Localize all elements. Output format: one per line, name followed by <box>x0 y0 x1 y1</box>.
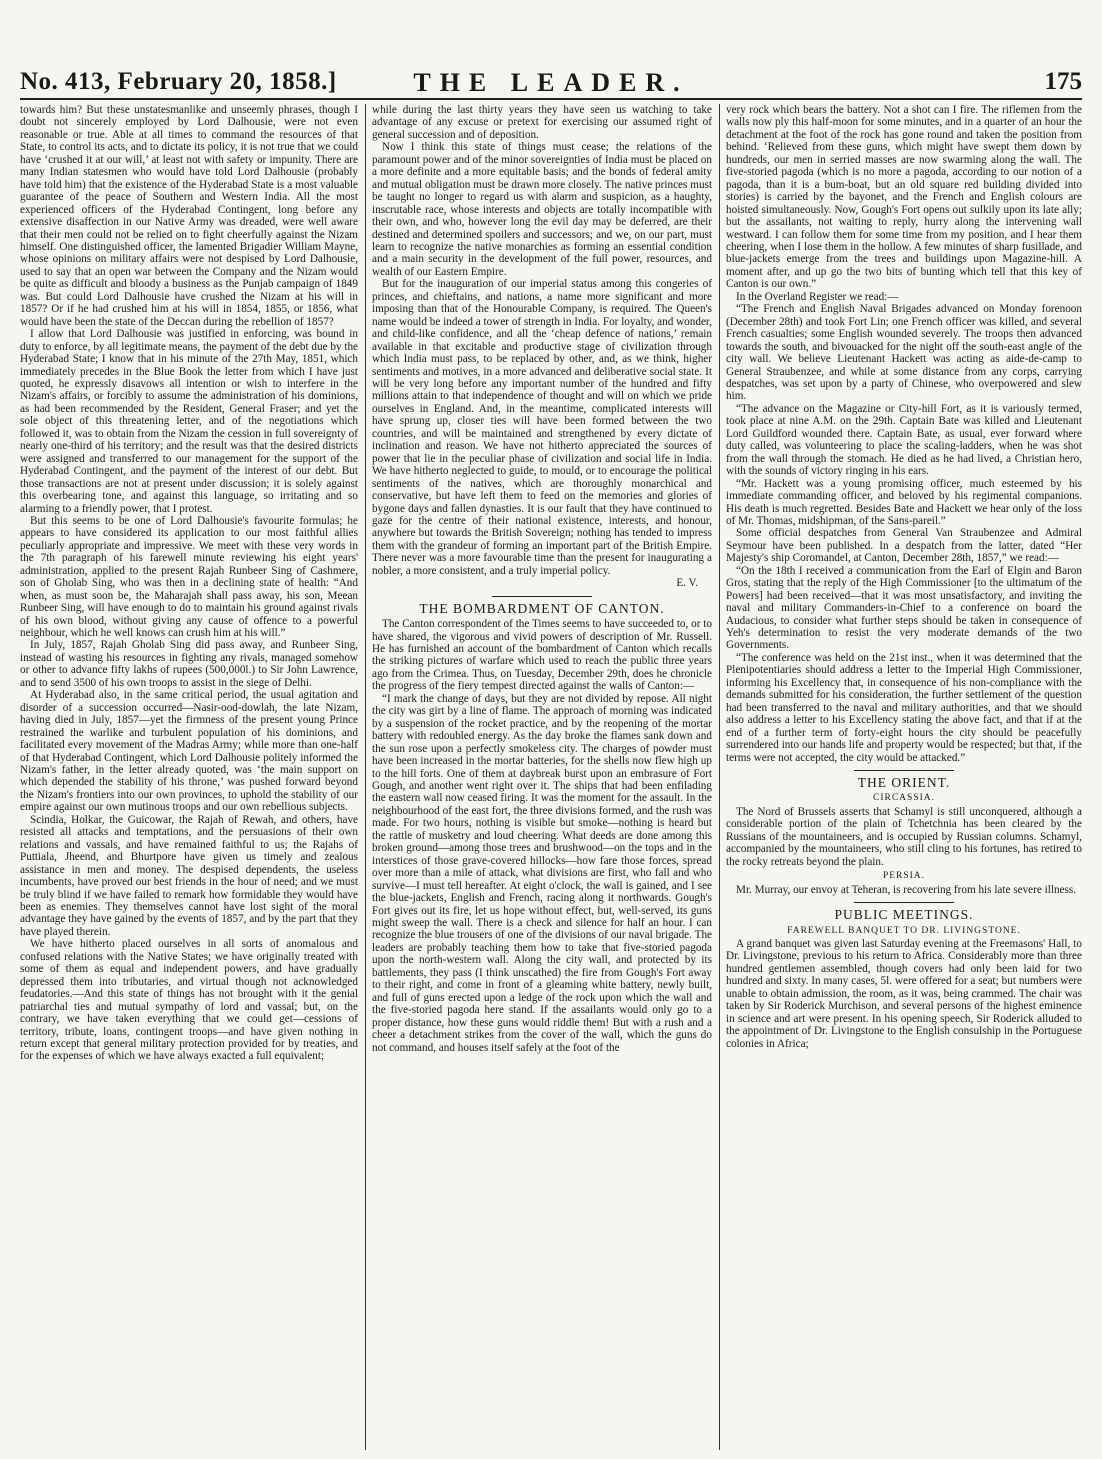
newspaper-title: THE LEADER. <box>413 68 689 97</box>
paragraph: while during the last thirty years they have seen us watching to take advantage of any excuse or pretext for exercising our assumed right of general succession and of deposition. <box>372 104 712 141</box>
section-divider <box>492 596 592 597</box>
column-2 <box>372 104 712 1450</box>
paragraph: Mr. Murray, our envoy at Teheran, is recovering from his late severe illness. <box>736 883 1077 896</box>
paragraph: A grand banquet was given last Saturday evening at the Freemasons' Hall, to Dr. Livingstone, previous to his return to Africa. Considerably more than three hundred gentlemen assembled, though covers had only been laid for two hundred and sixty. In many cases, 5l. were offered for a seat; but numbers were unable to obtain admission, the room, as it was, being crammed. The chair was taken by Sir Roderick Murchison, and several persons of the highest eminence in science and art were present. In his opening speech, Sir Roderick alluded to the appointment of Dr. Livingstone to the English consulship in the Portuguese colonies in Africa; <box>726 938 1082 1050</box>
paragraph: We have hitherto placed ourselves in all sorts of anomalous and confused relations with the Native States; we have originally treated with some of them as equal and independent powers, and have gradually depressed them into tributaries, and virtual though not acknowledged feudatories.—And this state of things has not brought with it the genial patriarchal ties and mutual sympathy of lord and vassal; but, on the contrary, we have taken everything that we could get—cessions of territory, tribute, loans, contingent troops—and have given nothing in return except that general military protection provided for by treaties, and for the expenses of which we have always exacted a full equivalent; <box>20 938 358 1063</box>
section-heading-public-meetings: PUBLIC MEETINGS. <box>834 907 974 923</box>
paragraph: But this seems to be one of Lord Dalhousie's favourite formulas; he appears to have considered its application to our most faithful allies peculiarly appropriate and impressive. We meet with these very words in the 7th paragraph of his farewell minute reviewing his eight years' administration, applied to the present Rajah Runbeer Sing of Cashmere, son of Gholab Sing, who was then in a declining state of health: “And when, as must soon be, the Maharajah shall pass away, his son, Meean Runbeer Sing, will have enough to do to maintain his ground against rivals of his own blood, without giving any cause of offence to a powerful neighbour, which he well knows can crush him at his will.” <box>20 514 358 640</box>
column-divider-1 <box>365 104 366 1450</box>
issue-number-date: No. 413, February 20, 1858.] <box>20 68 337 95</box>
quoted-paragraph: “The French and English Naval Brigades advanced on Monday forenoon (December 28th) and took Fort Lin; one French officer was killed, and several French casualties; some English wounded severely. The troops then advanced towards the south, and bivouacked for the night off the south-east angle of the city wall. We believe Lieutenant Hackett was acting as aide-de-camp to General Straubenzee, and while at some distance from any corps, carrying despatches, was set upon by a party of Chinese, who overpowered and slew him. <box>726 303 1082 403</box>
quoted-paragraph: “On the 18th I received a communication from the Earl of Elgin and Baron Gros, stating that the reply of the High Commissioner [to the ultimatum of the Powers] had been received—that it was most unsatisfactory, and inviting the naval and military Commanders-in-Chief to a conference on board the Audacious, to consider what further steps should be taken in consequence of Yeh's determination to resist the very moderate demands of the two Governments. <box>726 564 1082 652</box>
section-heading-orient: THE ORIENT. <box>857 775 951 791</box>
section-divider <box>854 770 954 771</box>
paragraph: towards him? But these unstatesmanlike and unseemly phrases, though I doubt not sincerely employed by Lord Dalhousie, were not even reasonable or true. Able at all times to command the resources of that State, to control its acts, and to dictate its policy, it is not true that we could have ‘crushed it at our will,’ at least not with safety or impunity. There are many Indian statesmen who would have told Lord Dalhousie (probably have told him) that the existence of the Hyderabad State is a most valuable guarantee of the peace of Southern and Western India. All the most experienced officers of the Hyderabad Contingent, long before any extensive disaffection in our Native Army was dreaded, were well aware that their men could not be relied on to fight cheerfully against the Nizam himself. One distinguished officer, the lamented Brigadier William Mayne, whose opinions on military affairs were not despised by Lord Dalhousie, used to say that an open war between the Company and the Nizam would be quite as difficult and bloody a business as the Punjab campaign of 1849 was. But could Lord Dalhousie have crushed the Nizam at his will in 1857? Or if he had crushed him at his will in 1854, 1855, or 1856, what would have been the state of the Deccan during the rebellion of 1857? <box>20 104 358 328</box>
column-divider-2 <box>719 104 720 1450</box>
paragraph: Now I think this state of things must cease; the relations of the paramount power and of the minor sovereignties of India must be placed on a more definite and a more equitable basis; and the bonds of federal amity and mutual obligation must be drawn more closely. The native princes must be taught no longer to regard us with alarm and suspicion, as a haughty, inscrutable race, whose interests and objects are totally incompatible with their own, and who, however long the evil day may be deferred, are their destined and determined spoilers and successors; and we, on our part, must learn to recognize the native monarchies as forming an essential condition and a main security in the development of the full power, resources, and wealth of our Eastern Empire. <box>372 141 712 278</box>
sub-heading-circassia: CIRCASSIA. <box>873 793 935 804</box>
paragraph: At Hyderabad also, in the same critical period, the usual agitation and disorder of a succession occurred—Nasir-ood-dowlah, the late Nizam, having died in July, 1857—yet the firmness of the present young Prince restrained the warlike and turbulent population of his dominions, and facilitated every movement of the Madras Army; while more than one-half of that Hyderabad Contingent, which Lord Dalhousie politely informed the Nizam's father, in the letter already quoted, was ‘the main support on which depended the stability of his throne,’ was pushed forward beyond the Nizam's frontiers into our own provinces, to uphold the stability of our empire against our own mutinous troops and our own rebellious subjects. <box>20 689 358 814</box>
page-number: 175 <box>1044 68 1082 95</box>
quoted-paragraph: “The advance on the Magazine or City-hill Fort, as it is variously termed, took place at nine A.M. on the 29th. Captain Bate was killed and Lieutenant Lord Guildford wounded there. Captain Bate, as usual, ever forward where duty called, was volunteering to place the scaling-ladders, when he was shot from the wall through the stomach. He died as he had lived, a Christian hero, with the sounds of victory ringing in his ears. <box>726 402 1082 478</box>
masthead <box>20 68 1082 98</box>
paragraph: The Canton correspondent of the Times seems to have succeeded to, or to have shared, the vigorous and vivid powers of description of Mr. Russell. He has furnished an account of the bombardment of Canton which recalls the striking pictures of warfare which used to reach the public three years ago from the Crimea. Thus, on Tuesday, December 29th, does he chronicle the progress of the fiery tempest directed against the walls of Canton:— <box>372 618 712 693</box>
section-divider <box>854 902 954 903</box>
paragraph: The Nord of Brussels asserts that Schamyl is still unconquered, although a considerable portion of the plain of Tchetchnia has been cleared by the Russians of the mountaineers, and is occupied by Russian columns. Schamyl, accompanied by the mountaineers, who still cling to his fortunes, has retired to the rocky retreats beyond the plain. <box>726 805 1082 868</box>
sub-heading-persia: PERSIA. <box>882 871 926 882</box>
column-3 <box>726 104 1082 1450</box>
quoted-paragraph: “I mark the change of days, but they are not divided by repose. All night the city was girt by a line of flame. The approach of morning was indicated by a suspension of the rocket practice, and by the reopening of the mortar battery with redoubled energy. As the day broke the flames sank down and the sun rose upon a perfectly smokeless city. The charges of powder must have been increased in the mortar batteries, for the shells now flew high up to the hill forts. One of them at daybreak burst upon an embrasure of Fort Gough, and another went right over it. The ships that had been enfilading the eastern wall now ceased firing. It was the moment for the assault. In the neighbourhood of the east fort, the three divisions formed, and the rush was made. For two hours, nothing is visible but smoke—nothing is heard but the rattle of musketry and loud cheering. What deeds are done among this broken ground—among those trees and brushwood—on the tops and in the interstices of those grave-covered hillocks—how fare those forces, spread over more than a mile of attack, what divisions are first, who fall and who survive—I must tell hereafter. At eight o'clock, the wall is gained, and I see the blue-jackets, English and French, racing along it northwards. Gough's Fort gives out its fire, let us hope without effect, but, well-served, its guns might sweep the wall. There is a check and silence for half an hour. I can recognize the blue trousers of one of the divisions of our naval brigade. The leaders are probably teaching them how to take that five-storied pagoda upon the north-western wall. Along the city wall, and protected by its battlements, they pass (I think unscathed) the fire from Gough's Fort away to their right, and come in front of a gleaming white battery, newly built, and full of guns erected upon a ledge of the rock upon which the wall and the five-storied pagoda here stand. If the assailants would only go to a proper distance, how these guns would riddle them! But with a rush and a cheer a detachment strikes from the cover of the wall, which the guns do not command, and houses itself safely at the foot of the <box>372 692 712 1054</box>
paragraph: very rock which bears the battery. Not a shot can I fire. The riflemen from the walls now ply this half-moon for some minutes, and in a quarter of an hour the detachment at the foot of the rock has gone round and taken the position from behind. ‘Relieved from these guns, which might have swept them down by hundreds, our men in serried masses are now swarming along the wall. The five-storied pagoda (which is no more a pagoda, according to our notion of a pagoda, than it is a bum-boat, but an old square red building divided into stories) is carried by the bayonet, and the French and English colours are hoisted simultaneously. Now, Gough's Fort opens out sulkily upon its late ally; but the assailants, not waiting to reply, hurry along the intervening wall westward. I can follow them for some time from my position, and I hear them cheering, when I lose them in the hollow. A few minutes of sharp fusillade, and blue-jackets emerge from the trees and buildings upon Magazine-hill. A moment after, and up go the two bits of bunting which tell that this key of Canton is our own.” <box>726 104 1082 291</box>
header-rule <box>20 98 1082 100</box>
paragraph: Some official despatches from General Van Straubenzee and Admiral Seymour have been published. In a despatch from the latter, dated “Her Majesty's ship Coromandel, at Canton, December 28th, 1857,” we read:— <box>726 527 1082 565</box>
sub-heading-banquet: FAREWELL BANQUET TO DR. LIVINGSTONE. <box>787 925 1021 936</box>
paragraph: But for the inauguration of our imperial status among this congeries of princes, and chieftains, and nations, a name more significant and more imposing than that of the Honourable Company, is required. The Queen's name would be indeed a tower of strength in India. For loyalty, and wonder, and child-like confidence, and all the ‘cheap defence of nations,’ remain available in that excitable and productive stage of civilization through which India must pass, to be replaced by other, and, as we think, higher sentiments and motives, in a more advanced and deliberative social state. It will be very long before any important number of the hundred and fifty millions attain to that independence of thought and will on which we pride ourselves in England. And, in the meantime, complicated interests will have sprung up, closer ties will have been formed between the two countries, and will be maintained and strengthened by every dictate of inclination and reason. We have not hitherto appreciated the sources of power that lie in the peculiar phase of civilization and social life in India. We have hitherto neglected to guide, to mould, or to encourage the political sentiments of the natives, which are thoroughly monarchical and conservative, but have left them to feed on the memories and glories of bygone days and fallen dynasties. It is our fault that they have continued to gaze for the centre of their national existence, interests, and honour, anywhere but towards the British Sovereign; nothing has tended to impress them with the grandeur of forming an important part of the British Empire. There never was a more favourable time than the present for inaugurating a nobler, a more consistent, and a truly imperial policy. <box>372 278 712 577</box>
quoted-paragraph: “The conference was held on the 21st inst., when it was determined that the Plenipotentiaries should address a letter to the Imperial High Commissioner, informing his Excellency that, in consequence of his non-compliance with the demands submitted for his consideration, the further settlement of the question had been transferred to the naval and military authorities, and that we should also address a letter to his Excellency stating the above fact, and that if at the end of a further term of forty-eight hours the city should be peacefully surrendered into our hands life and property would be respected; but that, if the terms were not accepted, the city would be attacked.” <box>726 651 1082 764</box>
author-signature: E. V. <box>676 577 698 590</box>
paragraph: In the Overland Register we read:— <box>736 290 899 303</box>
section-heading-bombardment: THE BOMBARDMENT OF CANTON. <box>419 600 665 616</box>
column-1 <box>20 104 358 1450</box>
quoted-paragraph: “Mr. Hackett was a young promising officer, much esteemed by his immediate commanding officer, and beloved by his regimental companions. His death is much regretted. Besides Bate and Hackett we hear only of the loss of Mr. Thomas, midshipman, of the Sans-pareil.” <box>726 477 1082 527</box>
paragraph: Scindia, Holkar, the Guicowar, the Rajah of Rewah, and others, have resisted all attacks and temptations, and the persuasions of their own relations and vassals, and have remained faithful to us; the Rajahs of Puttiala, Jheend, and Bhurtpore have given us timely and zealous assistance in men and money. The despised dependents, the useless incumbents, have proved our best friends in the hour of need; and we must be truly blind if we have failed to remark how formidable they would have been as enemies. They themselves cannot have lost sight of the moral advantage they have gained by the events of 1857, and by the part that they have played therein. <box>20 813 358 938</box>
paragraph: In July, 1857, Rajah Gholab Sing did pass away, and Runbeer Sing, instead of wasting his resources in fighting any rivals, managed somehow or other to advance fifty lakhs of rupees (500,000l.) to Sir John Lawrence, and to send 3500 of his own troops to assist in the siege of Delhi. <box>20 639 358 689</box>
paragraph: I allow that Lord Dalhousie was justified in enforcing, was bound in duty to enforce, by all legitimate means, the payment of the debt due by the Hyderabad State; I know that in his minute of the 27th May, 1851, which immediately precedes in the Blue Book the letter from which I have just quoted, he expressly disavows all intention or wish to interfere in the Nizam's affairs, or forcibly to assume the administration of his dominions, as had been recommended by the Resident, General Fraser; and yet the sole object of this threatening letter, and of the negotiations which followed it, was to obtain from the Nizam the cession in full sovereignty of nearly one-third of his territory; and the result was that the desired districts were assigned and transferred to our management for the support of the Hyderabad Contingent, and the payment of the interest of our debt. But those transactions are not at present under discussion; it is solely against this overbearing tone, and against this language, so irritating and so alarming to a friendly power, that I protest. <box>20 328 358 515</box>
